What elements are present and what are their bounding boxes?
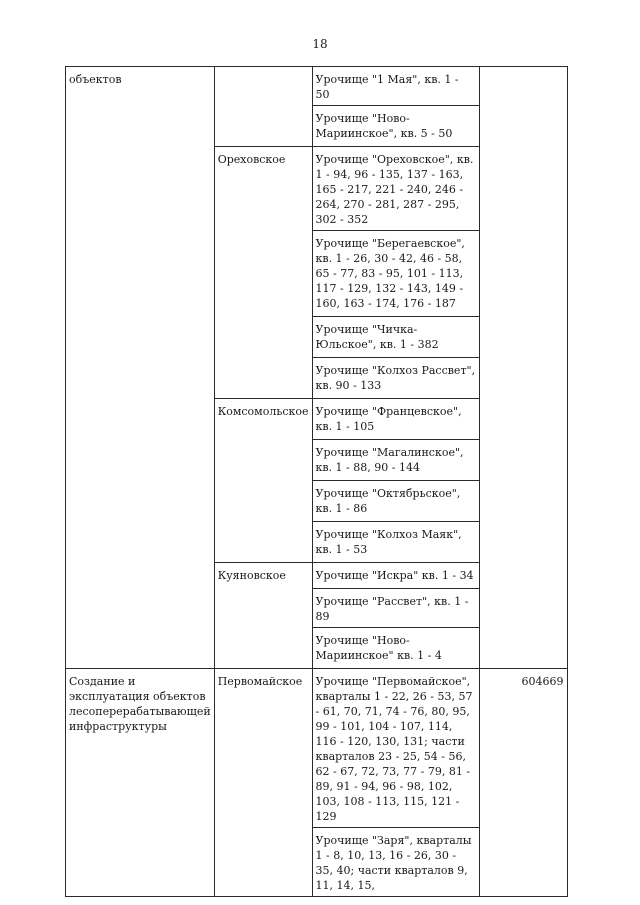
tract-cell: Урочище "Ореховское", кв. 1 - 94, 96 - 135, 137 - 163, 165 - 217, 221 - 240, 246 - 264, 270 - 281, 287 - 295, 302 - 352 [312, 147, 479, 231]
district-cell: Первомайское [214, 669, 312, 897]
tract-cell: Урочище "Первомайское", кварталы 1 - 22, 26 - 53, 57 - 61, 70, 71, 74 - 76, 80, 95, 99 - 101, 104 - 107, 114, 116 - 120, 130, 131; части кварталов 23 - 25, 54 - 56, 62 - 67, 72, 73, 77 - 79, 81 - 89, 91 - 94, 96 - 98, 102, 103, 108 - 113, 115, 121 - 129 [312, 669, 479, 828]
land-allocation-table [65, 66, 568, 897]
tract-cell: Урочище "Ново-Мариинское", кв. 5 - 50 [312, 106, 479, 147]
tract-cell: Урочище "Колхоз Рассвет", кв. 90 - 133 [312, 358, 479, 399]
tract-cell: Урочище "Искра" кв. 1 - 34 [312, 563, 479, 589]
tract-cell: Урочище "Заря", кварталы 1 - 8, 10, 13, 16 - 26, 30 - 35, 40; части кварталов 9, 11, 14, 15, [312, 828, 479, 897]
tract-cell: Урочище "Ново-Мариинское" кв. 1 - 4 [312, 628, 479, 669]
tract-cell: Урочище "Магалинское", кв. 1 - 88, 90 - 144 [312, 440, 479, 481]
tract-cell: Урочище "Колхоз Маяк", кв. 1 - 53 [312, 522, 479, 563]
tract-cell: Урочище "1 Мая", кв. 1 - 50 [312, 67, 479, 106]
table-row [66, 669, 568, 828]
tract-cell: Урочище "Рассвет", кв. 1 - 89 [312, 589, 479, 628]
tract-cell: Урочище "Францевское", кв. 1 - 105 [312, 399, 479, 440]
area-cell [479, 67, 567, 669]
tract-cell: Урочище "Октябрьское", кв. 1 - 86 [312, 481, 479, 522]
purpose-cell: Создание и эксплуатация объектов лесоперерабатывающей инфраструктуры [66, 669, 215, 897]
district-cell: Куяновское [214, 563, 312, 669]
district-cell: Комсомольское [214, 399, 312, 563]
page-number: 18 [312, 37, 328, 51]
district-cell [214, 67, 312, 147]
tract-cell: Урочище "Берегаевское", кв. 1 - 26, 30 - 42, 46 - 58, 65 - 77, 83 - 95, 101 - 113, 117 - 129, 132 - 143, 149 - 160, 163 - 174, 176 - 187 [312, 231, 479, 317]
district-cell: Ореховское [214, 147, 312, 399]
table-row [66, 67, 568, 106]
purpose-cell: объектов [66, 67, 215, 669]
area-cell: 604669 [479, 669, 567, 897]
tract-cell: Урочище "Чичка-Юльское", кв. 1 - 382 [312, 317, 479, 358]
